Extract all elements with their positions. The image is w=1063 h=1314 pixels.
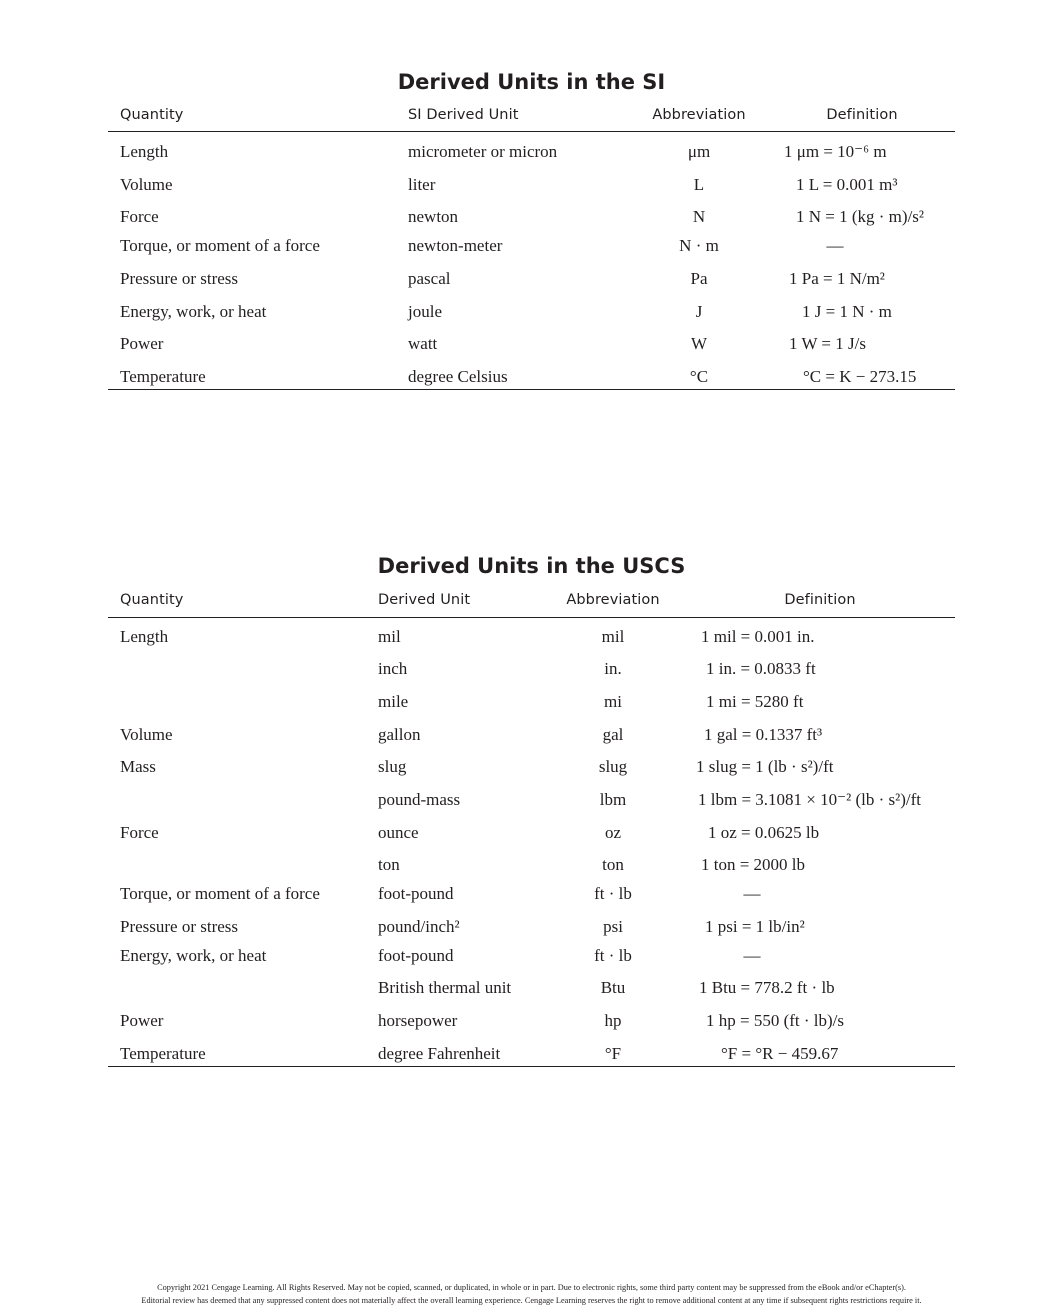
uscs-table-row xyxy=(108,916,955,940)
uscs-cell-abbreviation: ft · lb xyxy=(594,884,632,903)
uscs-header-abbreviation: Abbreviation xyxy=(566,592,660,608)
uscs-table-header xyxy=(108,592,955,614)
uscs-cell-definition: °F = °R − 459.67 xyxy=(721,1044,839,1063)
si-table-title: Derived Units in the SI xyxy=(397,70,666,94)
si-cell-unit: newton-meter xyxy=(408,236,503,255)
uscs-cell-quantity: Mass xyxy=(120,757,156,776)
uscs-cell-definition: 1 gal = 0.1337 ft³ xyxy=(704,725,823,744)
si-cell-quantity: Length xyxy=(120,142,169,161)
si-table-header xyxy=(108,107,955,129)
si-table-row xyxy=(108,174,955,198)
si-header-quantity: Quantity xyxy=(120,107,184,123)
si-cell-definition: 1 L = 0.001 m³ xyxy=(796,175,898,194)
uscs-cell-definition: 1 hp = 550 (ft · lb)/s xyxy=(706,1011,845,1030)
uscs-cell-definition: 1 lbm = 3.1081 × 10⁻² (lb · s²)/ft xyxy=(698,790,921,809)
si-table-row xyxy=(108,366,955,390)
uscs-table-row xyxy=(108,756,955,780)
si-table-row xyxy=(108,206,955,230)
uscs-table-title: Derived Units in the USCS xyxy=(377,554,686,578)
si-cell-definition: — xyxy=(826,236,844,255)
si-table-row xyxy=(108,235,955,259)
uscs-table-row xyxy=(108,854,955,878)
si-cell-quantity: Force xyxy=(120,207,159,226)
uscs-cell-abbreviation: slug xyxy=(598,757,628,776)
si-cell-definition: 1 N = 1 (kg · m)/s² xyxy=(796,207,925,226)
uscs-cell-definition: 1 psi = 1 lb/in² xyxy=(705,917,805,936)
uscs-cell-abbreviation: psi xyxy=(603,917,623,936)
uscs-table-row xyxy=(108,724,955,748)
uscs-table-row xyxy=(108,945,955,969)
si-table-row xyxy=(108,141,955,165)
uscs-table-row xyxy=(108,822,955,846)
uscs-table-row xyxy=(108,789,955,813)
uscs-cell-abbreviation: mil xyxy=(601,627,625,646)
uscs-cell-abbreviation: hp xyxy=(604,1011,622,1030)
uscs-cell-unit: inch xyxy=(378,659,408,678)
copyright-footer xyxy=(0,1281,1063,1307)
uscs-header-unit: Derived Unit xyxy=(378,592,471,608)
uscs-cell-unit: mil xyxy=(378,627,401,646)
si-cell-unit: newton xyxy=(408,207,459,226)
uscs-cell-quantity: Force xyxy=(120,823,159,842)
si-cell-quantity: Torque, or moment of a force xyxy=(120,236,320,255)
uscs-table-row xyxy=(108,1010,955,1034)
uscs-cell-definition: — xyxy=(743,884,761,903)
uscs-cell-quantity: Volume xyxy=(120,725,173,744)
si-table-row xyxy=(108,268,955,292)
uscs-table-row xyxy=(108,626,955,650)
si-cell-definition: 1 μm = 10⁻⁶ m xyxy=(784,142,887,161)
si-header-unit: SI Derived Unit xyxy=(408,107,519,123)
si-cell-abbreviation: μm xyxy=(687,142,711,161)
si-cell-definition: 1 J = 1 N · m xyxy=(802,302,892,321)
uscs-cell-abbreviation: oz xyxy=(604,823,622,842)
si-bottom-rule xyxy=(108,389,955,390)
uscs-cell-quantity: Torque, or moment of a force xyxy=(120,884,320,903)
uscs-cell-quantity: Length xyxy=(120,627,169,646)
uscs-cell-abbreviation: °F xyxy=(604,1044,622,1063)
uscs-table-row xyxy=(108,691,955,715)
uscs-cell-unit: pound/inch² xyxy=(378,917,460,936)
si-cell-abbreviation: W xyxy=(690,334,708,353)
si-table-row xyxy=(108,301,955,325)
si-cell-definition: 1 Pa = 1 N/m² xyxy=(789,269,885,288)
uscs-cell-abbreviation: Btu xyxy=(600,978,626,997)
si-cell-quantity: Volume xyxy=(120,175,173,194)
si-cell-unit: watt xyxy=(408,334,438,353)
copyright-line-2: Editorial review has deemed that any suppressed content does not materially affect the overall learning experience. Cengage Learning reserves the right to remove additional content at any time if subsequent rights restrictions require it. xyxy=(141,1296,922,1305)
si-cell-quantity: Temperature xyxy=(120,367,206,386)
si-cell-abbreviation: Pa xyxy=(690,269,708,288)
uscs-table-row xyxy=(108,883,955,907)
uscs-cell-abbreviation: lbm xyxy=(599,790,627,809)
uscs-cell-definition: 1 mi = 5280 ft xyxy=(706,692,804,711)
si-table-row xyxy=(108,333,955,357)
uscs-cell-definition: 1 ton = 2000 lb xyxy=(701,855,806,874)
uscs-cell-unit: British thermal unit xyxy=(378,978,512,997)
uscs-bottom-rule xyxy=(108,1066,955,1067)
si-cell-abbreviation: N xyxy=(692,207,706,226)
uscs-cell-definition: 1 mil = 0.001 in. xyxy=(701,627,815,646)
uscs-cell-abbreviation: mi xyxy=(604,692,622,711)
si-cell-unit: degree Celsius xyxy=(408,367,508,386)
si-cell-quantity: Energy, work, or heat xyxy=(120,302,267,321)
uscs-cell-unit: pound-mass xyxy=(378,790,461,809)
uscs-cell-unit: slug xyxy=(378,757,407,776)
si-cell-definition: 1 W = 1 J/s xyxy=(789,334,866,353)
si-header-rule xyxy=(108,131,955,132)
si-cell-abbreviation: L xyxy=(693,175,705,194)
si-cell-definition: °C = K − 273.15 xyxy=(803,367,917,386)
uscs-cell-abbreviation: ft · lb xyxy=(594,946,632,965)
uscs-cell-definition: 1 Btu = 778.2 ft · lb xyxy=(699,978,835,997)
si-cell-abbreviation: °C xyxy=(689,367,709,386)
uscs-cell-unit: degree Fahrenheit xyxy=(378,1044,501,1063)
uscs-cell-definition: — xyxy=(743,946,761,965)
si-cell-quantity: Pressure or stress xyxy=(120,269,239,288)
uscs-cell-quantity: Pressure or stress xyxy=(120,917,239,936)
uscs-cell-abbreviation: gal xyxy=(602,725,624,744)
uscs-header-rule xyxy=(108,617,955,618)
si-cell-unit: pascal xyxy=(408,269,451,288)
si-header-definition: Definition xyxy=(826,107,898,123)
si-cell-unit: joule xyxy=(408,302,442,321)
uscs-cell-quantity: Power xyxy=(120,1011,164,1030)
copyright-line-1: Copyright 2021 Cengage Learning. All Rights Reserved. May not be copied, scanned, or duplicated, in whole or in part. Due to electronic rights, some third party content may be suppressed from the eBook and/or eChapter(s). xyxy=(157,1283,906,1292)
uscs-cell-abbreviation: in. xyxy=(604,659,622,678)
si-cell-quantity: Power xyxy=(120,334,164,353)
si-cell-unit: micrometer or micron xyxy=(408,142,558,161)
si-cell-abbreviation: N · m xyxy=(679,236,719,255)
uscs-cell-unit: foot-pound xyxy=(378,946,454,965)
uscs-cell-quantity: Energy, work, or heat xyxy=(120,946,267,965)
uscs-cell-unit: mile xyxy=(378,692,409,711)
si-cell-abbreviation: J xyxy=(695,302,703,321)
uscs-cell-definition: 1 in. = 0.0833 ft xyxy=(706,659,816,678)
uscs-cell-unit: ton xyxy=(378,855,400,874)
uscs-cell-quantity: Temperature xyxy=(120,1044,206,1063)
uscs-cell-unit: horsepower xyxy=(378,1011,458,1030)
uscs-cell-definition: 1 oz = 0.0625 lb xyxy=(708,823,820,842)
uscs-header-definition: Definition xyxy=(784,592,856,608)
uscs-cell-definition: 1 slug = 1 (lb · s²)/ft xyxy=(696,757,834,776)
uscs-table-row xyxy=(108,658,955,682)
uscs-cell-unit: foot-pound xyxy=(378,884,454,903)
si-header-abbreviation: Abbreviation xyxy=(652,107,746,123)
uscs-header-quantity: Quantity xyxy=(120,592,184,608)
si-cell-unit: liter xyxy=(408,175,436,194)
uscs-cell-unit: ounce xyxy=(378,823,419,842)
uscs-cell-abbreviation: ton xyxy=(602,855,624,874)
uscs-table-row xyxy=(108,1043,955,1067)
uscs-table-row xyxy=(108,977,955,1001)
uscs-cell-unit: gallon xyxy=(378,725,421,744)
